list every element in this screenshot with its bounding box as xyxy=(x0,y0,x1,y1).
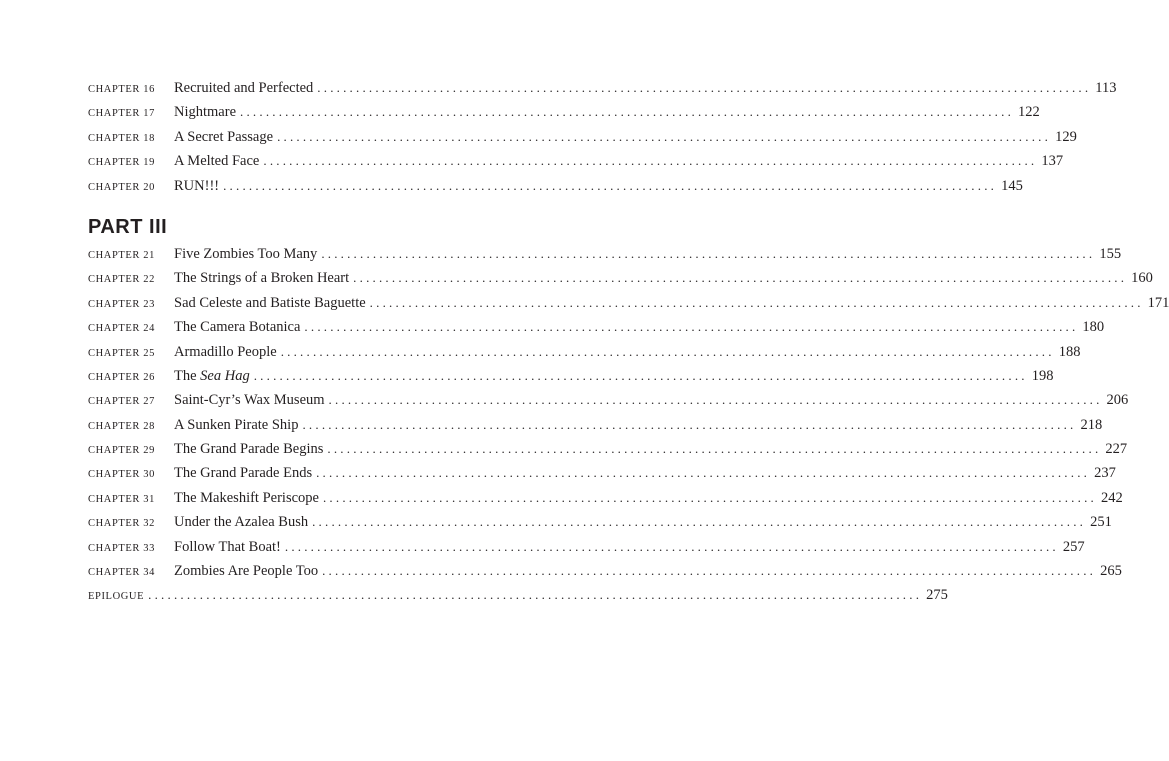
chapter-number: CHAPTER 16 xyxy=(88,84,155,95)
page-number: 237 xyxy=(1094,465,1116,482)
chapter-title: Sad Celeste and Batiste Baguette xyxy=(174,294,366,311)
chapter-number: CHAPTER 26 xyxy=(88,371,155,383)
toc-entry[interactable] xyxy=(88,465,1116,489)
dot-leader: ........................................................................................................................ xyxy=(312,514,1087,530)
toc-entry[interactable] xyxy=(88,245,1122,270)
chapter-number: CHAPTER 28 xyxy=(88,420,155,432)
chapter-number: CHAPTER 31 xyxy=(88,493,155,505)
chapter-title: Recruited and Perfected xyxy=(174,80,314,96)
chapter-title: A Melted Face xyxy=(174,153,260,170)
page-number: 122 xyxy=(1018,104,1040,121)
toc-entry[interactable] xyxy=(88,367,1054,392)
toc-entry[interactable] xyxy=(88,416,1103,441)
dot-leader: ........................................................................................................................ xyxy=(263,153,1038,169)
toc-entry[interactable] xyxy=(88,514,1112,538)
dot-leader: ........................................................................................................................ xyxy=(321,245,1096,261)
dot-leader: ........................................................................................................................ xyxy=(253,367,1028,383)
page-number: 188 xyxy=(1058,343,1081,360)
part2-entries xyxy=(88,80,1117,202)
dot-leader: ........................................................................................................................ xyxy=(316,465,1091,481)
toc-entry[interactable] xyxy=(88,489,1123,514)
chapter-number: CHAPTER 22 xyxy=(88,274,155,286)
chapter-number: CHAPTER 17 xyxy=(88,108,155,120)
part3-entries xyxy=(88,245,1169,612)
table-of-contents xyxy=(88,80,1169,612)
dot-leader: ........................................................................................................................ xyxy=(327,441,1102,457)
toc-entry[interactable] xyxy=(88,294,1169,319)
dot-leader: ........................................................................................................................ xyxy=(302,416,1077,432)
chapter-title: A Secret Passage xyxy=(174,128,274,145)
page-number: 160 xyxy=(1131,270,1153,287)
dot-leader: ........................................................................................................................ xyxy=(322,489,1097,505)
chapter-number: CHAPTER 18 xyxy=(88,132,155,144)
dot-leader: ........................................................................................................................ xyxy=(317,80,1092,95)
epilogue-title: EPILOGUE xyxy=(88,591,145,603)
chapter-title: The Sea Hag xyxy=(174,367,250,384)
toc-entry[interactable] xyxy=(88,153,1064,177)
page-number: 206 xyxy=(1106,392,1129,409)
page-number: 257 xyxy=(1062,538,1085,555)
chapter-number: CHAPTER 29 xyxy=(88,445,155,457)
page-number: 275 xyxy=(926,587,948,604)
chapter-title: The Camera Botanica xyxy=(174,319,301,336)
chapter-number: CHAPTER 33 xyxy=(88,542,155,554)
chapter-number: CHAPTER 19 xyxy=(88,157,155,169)
chapter-number: CHAPTER 21 xyxy=(88,249,155,261)
dot-leader: ........................................................................................................................ xyxy=(284,538,1059,554)
dot-leader: ........................................................................................................................ xyxy=(280,343,1055,359)
chapter-title: The Strings of a Broken Heart xyxy=(174,270,350,287)
chapter-number: CHAPTER 27 xyxy=(88,396,155,408)
toc-entry[interactable] xyxy=(88,538,1085,563)
chapter-title: Under the Azalea Bush xyxy=(174,514,309,531)
chapter-number: CHAPTER 34 xyxy=(88,567,155,579)
toc-entry[interactable] xyxy=(88,80,1117,104)
dot-leader: ........................................................................................................................ xyxy=(328,392,1103,408)
chapter-number: CHAPTER 20 xyxy=(88,181,155,193)
chapter-title: Five Zombies Too Many xyxy=(174,245,318,262)
dot-leader: ........................................................................................................................ xyxy=(322,563,1097,579)
chapter-number: CHAPTER 23 xyxy=(88,298,155,310)
toc-entry[interactable] xyxy=(88,441,1128,465)
page-number: 251 xyxy=(1090,514,1112,531)
dot-leader: ........................................................................................................................ xyxy=(240,104,1015,120)
toc-entry[interactable] xyxy=(88,270,1153,294)
page-number: 145 xyxy=(1001,177,1023,194)
part-heading: PART III xyxy=(88,215,168,238)
chapter-title: RUN!!! xyxy=(174,177,220,194)
dot-leader: ........................................................................................................................ xyxy=(304,319,1079,335)
dot-leader: ........................................................................................................................ xyxy=(148,587,923,603)
toc-entry[interactable] xyxy=(88,128,1077,153)
dot-leader: ........................................................................................................................ xyxy=(277,128,1052,144)
page-number: 265 xyxy=(1100,563,1122,580)
chapter-number: CHAPTER 30 xyxy=(88,469,155,481)
chapter-number: CHAPTER 32 xyxy=(88,518,155,530)
chapter-title: The Makeshift Periscope xyxy=(174,489,319,506)
toc-entry[interactable] xyxy=(88,563,1122,587)
toc-entry[interactable] xyxy=(88,343,1081,368)
page-number: 242 xyxy=(1100,489,1123,506)
toc-entry[interactable] xyxy=(88,319,1105,343)
page-number: 113 xyxy=(1095,80,1117,96)
toc-entry[interactable] xyxy=(88,392,1129,416)
toc-entry[interactable] xyxy=(88,177,1023,202)
dot-leader: ........................................................................................................................ xyxy=(223,177,998,193)
page-number: 198 xyxy=(1031,367,1054,384)
page-number: 129 xyxy=(1055,128,1077,145)
page-number: 171 xyxy=(1147,294,1169,311)
chapter-title: A Sunken Pirate Ship xyxy=(174,416,299,433)
chapter-title: The Grand Parade Ends xyxy=(174,465,313,482)
page-number: 180 xyxy=(1082,319,1105,336)
chapter-title-italic: Sea Hag xyxy=(200,367,250,384)
chapter-title: Follow That Boat! xyxy=(174,538,281,555)
page-number: 227 xyxy=(1105,441,1128,458)
toc-entry-epilogue[interactable] xyxy=(88,587,948,611)
chapter-title: Nightmare xyxy=(174,104,237,121)
dot-leader: ........................................................................................................................ xyxy=(353,270,1128,286)
page-number: 155 xyxy=(1099,245,1122,262)
page-number: 218 xyxy=(1080,416,1103,433)
chapter-title: The Grand Parade Begins xyxy=(174,441,324,458)
chapter-number: CHAPTER 25 xyxy=(88,347,155,359)
chapter-title: Saint-Cyr’s Wax Museum xyxy=(174,392,325,409)
dot-leader: ........................................................................................................................ xyxy=(369,294,1144,310)
chapter-title: Zombies Are People Too xyxy=(174,563,319,580)
chapter-number: CHAPTER 24 xyxy=(88,323,155,335)
chapter-title: Armadillo People xyxy=(174,343,277,360)
toc-entry[interactable] xyxy=(88,104,1040,128)
page-number: 137 xyxy=(1041,153,1064,170)
